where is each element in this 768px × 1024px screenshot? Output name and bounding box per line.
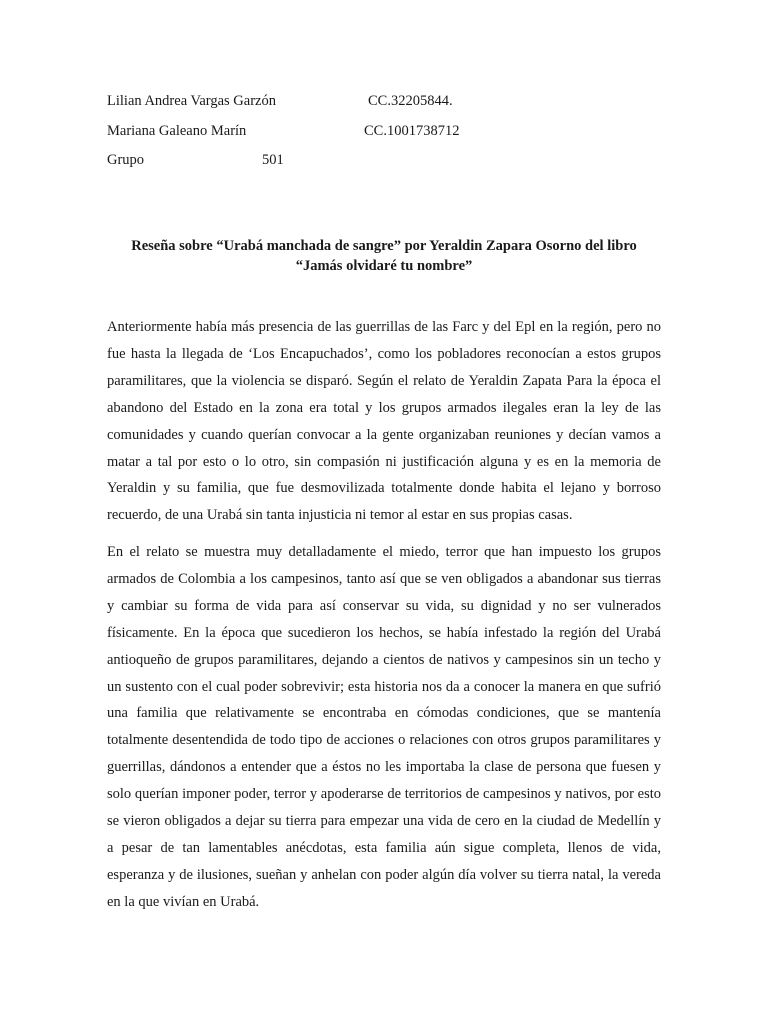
author-id-2: CC.1001738712: [364, 123, 460, 139]
group-value: 501: [262, 152, 284, 168]
group-label: Grupo: [107, 152, 145, 168]
author-name-1: Lilian Andrea Vargas Garzón: [107, 93, 276, 109]
title-line-1: Reseña sobre “Urabá manchada de sangre” por Yeraldin Zapara Osorno del libro: [131, 238, 637, 254]
author-name-2: Mariana Galeano Marín: [107, 123, 247, 139]
title-line-2: “Jamás olvidaré tu nombre”: [295, 258, 473, 274]
body-paragraph-1: Anteriormente había más presencia de las guerrillas de las Farc y del Epl en la región, pero no fue hasta la llegada de ‘Los Encapuchados’, como los pobladores reconocían a estos grupos paramilitares, que la violencia se disparó. Según el relato de Yeraldin Zapata Para la época el abandono del Estado en la zona era total y los grupos armados ilegales eran la ley de las comunidades y cuando querían convocar a la gente organizaban reuniones y decían vamos a matar a tal por esto o lo otro, sin compasión ni justificación alguna y es en la memoria de Yeraldin y su familia, que fue desmovilizada totalmente donde habita el lejano y borroso recuerdo, de una Urabá sin tanta injusticia ni temor al estar en sus propias casas.: [107, 319, 661, 524]
document-title: [100, 236, 668, 276]
body-paragraph-2: En el relato se muestra muy detalladamente el miedo, terror que han impuesto los grupos armados de Colombia a los campesinos, tanto así que se ven obligados a abandonar sus tierras y cambiar su forma de vida para así conservar su vida, su dignidad y no ser vulnerados físicamente. En la época que sucedieron los hechos, se había infestado la región del Urabá antioqueño de grupos paramilitares, dejando a cientos de nativos y campesinos sin un techo y un sustento con el cual poder sobrevivir; esta historia nos da a conocer la manera en que sufrió una familia que relativamente se encontraba en cómodas condiciones, que se mantenía totalmente desentendida de todo tipo de acciones o relaciones con otros grupos paramilitares y guerrillas, dándonos a entender que a éstos no les importaba la clase de persona que fuesen y solo querían imponer poder, terror y apoderarse de territorios de campesinos y nativos, por esto se vieron obligados a dejar su tierra para empezar una vida de cero en la ciudad de Medellín y a pesar de tan lamentables anécdotas, esta familia aún sigue completa, llenos de vida, esperanza y de ilusiones, sueñan y anhelan con poder algún día volver su tierra natal, la vereda en la que vivían en Urabá.: [107, 544, 661, 910]
author-id-1: CC.32205844.: [368, 93, 453, 109]
